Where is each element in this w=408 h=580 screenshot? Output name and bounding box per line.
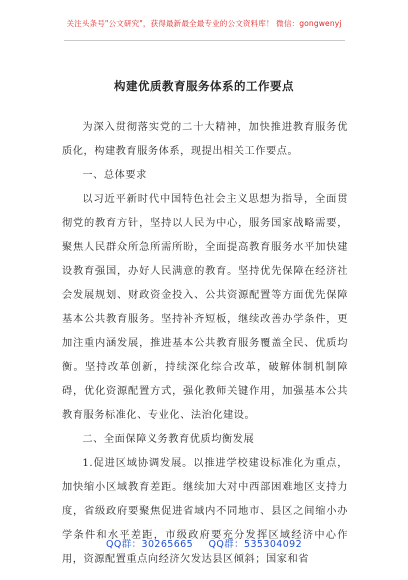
header-divider bbox=[64, 40, 345, 41]
section-heading-compulsory-education: 二、全面保障义务教育优质均衡发展 bbox=[82, 434, 255, 445]
compulsory-education-paragraph: 1.促进区域协调发展。以推进学校建设标准化为重点，加快缩小区域教育差距。继续加大对中西部困难地区支持力度，省级政府要聚焦促进省域内不同地市、县区之间缩小办学条件和水平差距，市级政府要充分发挥区域经济中心作用，资源配置重点向经济欠发达县区倾斜；国家和省 bbox=[62, 458, 348, 565]
document-title: 构建优质教育服务体系的工作要点 bbox=[114, 79, 294, 93]
header-banner: 关注头条号"公文研究"，获得最新最全最专业的公文资料库！ 微信：gongwenyj bbox=[66, 19, 342, 28]
footer-qq-group-2: QQ群：535304092 bbox=[208, 539, 303, 550]
footer-qq-group-1: QQ群：30265665 bbox=[105, 539, 194, 550]
footer-contact bbox=[0, 536, 408, 550]
section-heading-general-requirements: 一、总体要求 bbox=[82, 170, 147, 181]
intro-paragraph: 为深入贯彻落实党的二十大精神，加快推进教育服务优质化，构建教育服务体系，现提出相关工作要点。 bbox=[62, 122, 348, 157]
general-requirements-paragraph: 以习近平新时代中国特色社会主义思想为指导，全面贯彻党的教育方针，坚持以人民为中心，服务国家战略需要，聚焦人民群众所急所需所盼，全面提高教育服务水平加快建设教育强国，办好人民满意的教育。坚持优先保障在经济社会发展规划、财政资金投入、公共资源配置等方面优先保障基本公共教育服务。坚持补齐短板，继续改善办学条件，更加注重内涵发展，推进基本公共教育服务覆盖全民、优质均衡。坚持改革创新，持续深化综合改革，破解体制机制障碍，优化资源配置方式，强化教师关键作用，加强基本公共教育服务标准化、专业化、法治化建设。 bbox=[62, 194, 348, 421]
document-body bbox=[62, 116, 348, 572]
